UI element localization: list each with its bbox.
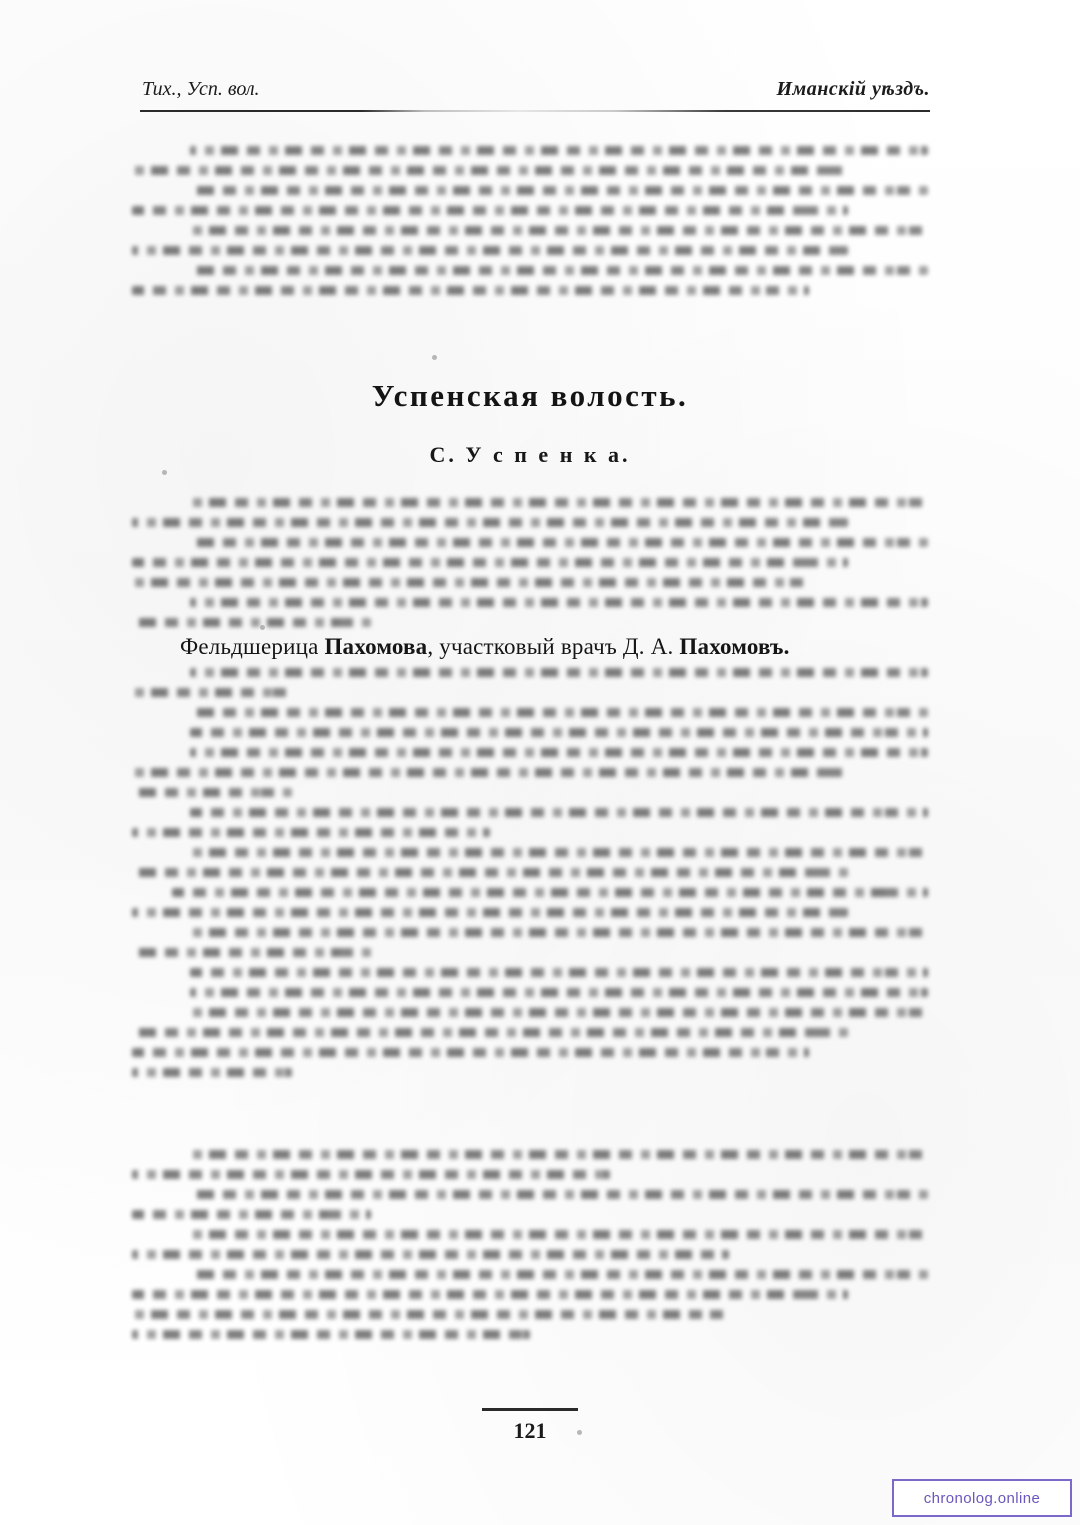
running-head-rule xyxy=(140,110,930,112)
page-content xyxy=(132,0,932,1525)
legible-middle: , участковый врачъ Д. А. xyxy=(427,634,680,659)
settlement-heading: С. У с п е н к а. xyxy=(429,442,631,467)
blurred-paragraph-top xyxy=(132,146,928,306)
running-head-right: Иманскiй уѣздъ. xyxy=(776,78,930,100)
watermark-badge xyxy=(892,1479,1072,1517)
blurred-paragraph-main xyxy=(132,668,928,1088)
volost-heading: Успенская волость. xyxy=(371,378,689,413)
watermark-label: chronolog.online xyxy=(923,1489,1041,1507)
blurred-paragraph-upper-middle xyxy=(132,498,928,638)
blurred-paragraph-lower xyxy=(132,1150,928,1350)
running-head-left: Тих., Усп. вол. xyxy=(142,78,260,100)
legible-text-line xyxy=(180,634,928,660)
running-head xyxy=(140,78,930,112)
legible-prefix: Фельдшерица xyxy=(180,634,325,659)
legible-name-doctor: Пахомовъ. xyxy=(679,634,790,659)
scan-speck xyxy=(260,625,265,630)
page-number: 121 xyxy=(513,1418,547,1443)
footer-rule xyxy=(482,1408,578,1411)
legible-name-feldsher: Пахомова xyxy=(324,634,428,659)
scan-speck xyxy=(432,355,437,360)
scan-speck xyxy=(577,1430,582,1435)
scan-speck xyxy=(162,470,167,475)
